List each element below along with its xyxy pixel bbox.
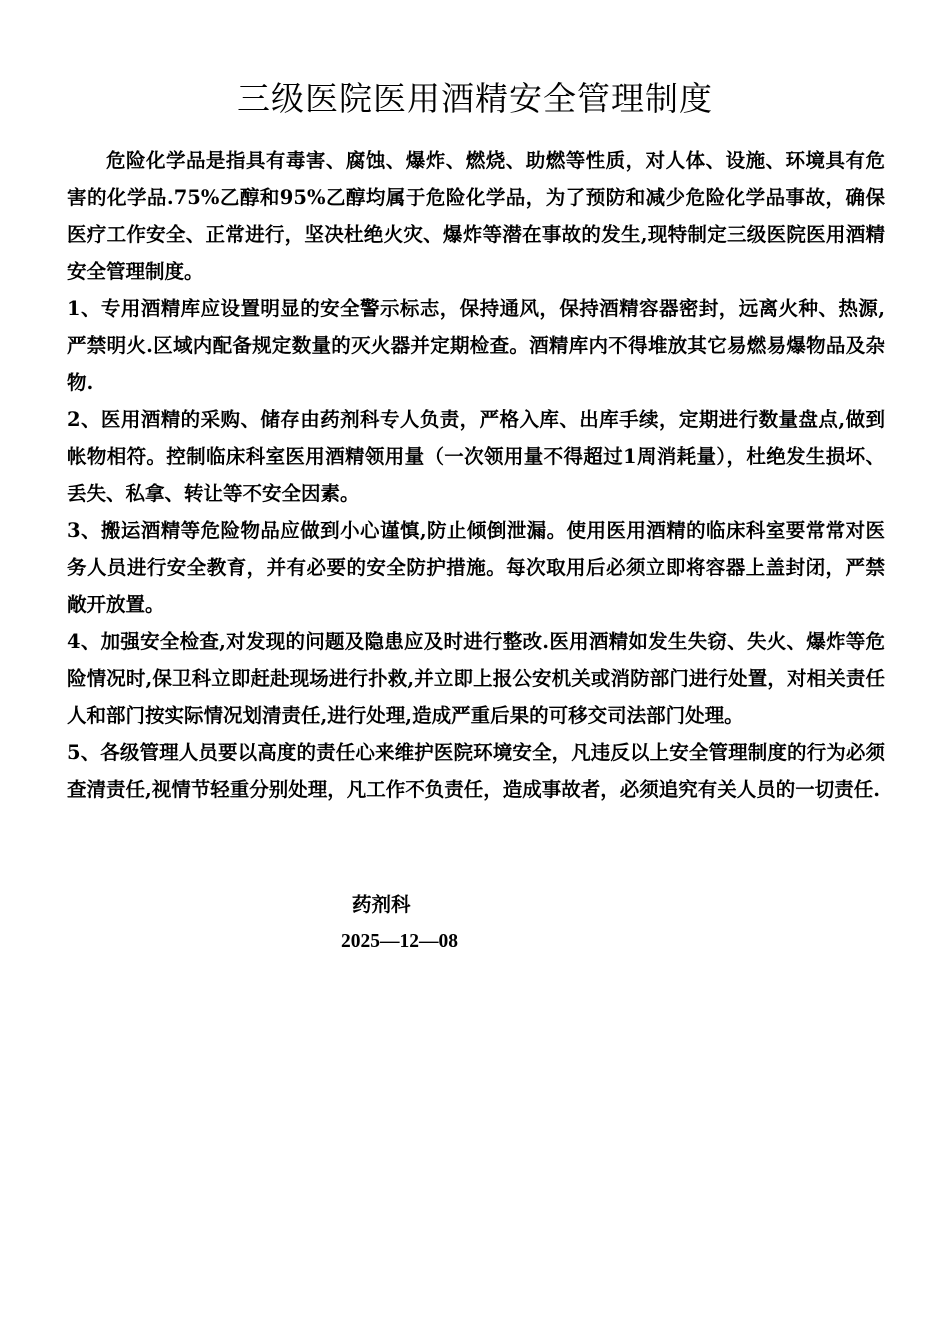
intro-paragraph: 危险化学品是指具有毒害、腐蚀、爆炸、燃烧、助燃等性质，对人体、设施、环境具有危害的化学品.75%乙醇和95%乙醇均属于危险化学品，为了预防和减少危险化学品事故，确保医疗工作安全、正常进行，坚决杜绝火灾、爆炸等潜在事故的发生,现特制定三级医院医用酒精安全管理制度。 [67, 149, 885, 283]
rule-item-4: 4、加强安全检查,对发现的问题及隐患应及时进行整改.医用酒精如发生失窃、失火、爆炸等危险情况时,保卫科立即赶赴现场进行扑救,并立即上报公安机关或消防部门进行处置，对相关责任人和部门按实际情况划清责任,进行处理,造成严重后果的可移交司法部门处理。 [67, 630, 885, 727]
rule-item-3: 3、搬运酒精等危险物品应做到小心谨慎,防止倾倒泄漏。使用医用酒精的临床科室要常常对医务人员进行安全教育，并有必要的安全防护措施。每次取用后必须立即将容器上盖封闭，严禁敞开放置。 [67, 519, 885, 616]
rule-item-5: 5、各级管理人员要以高度的责任心来维护医院环境安全，凡违反以上安全管理制度的行为必须查清责任,视情节轻重分别处理，凡工作不负责任，造成事故者，必须追究有关人员的一切责任. [67, 741, 885, 801]
document-date: 2025—12—08 [341, 931, 458, 952]
department-signature: 药剂科 [352, 893, 411, 916]
document-title: 三级医院医用酒精安全管理制度 [237, 79, 713, 118]
rule-item-1: 1、专用酒精库应设置明显的安全警示标志，保持通风，保持酒精容器密封，远离火种、热源,严禁明火.区域内配备规定数量的灭火器并定期检查。酒精库内不得堆放其它易燃易爆物品及杂物. [67, 297, 885, 394]
document-body [67, 142, 885, 808]
rule-item-2: 2、医用酒精的采购、储存由药剂科专人负责，严格入库、出库手续，定期进行数量盘点,做到帐物相符。控制临床科室医用酒精领用量（一次领用量不得超过1周消耗量），杜绝发生损坏、丢失、私拿、转让等不安全因素。 [67, 408, 885, 505]
